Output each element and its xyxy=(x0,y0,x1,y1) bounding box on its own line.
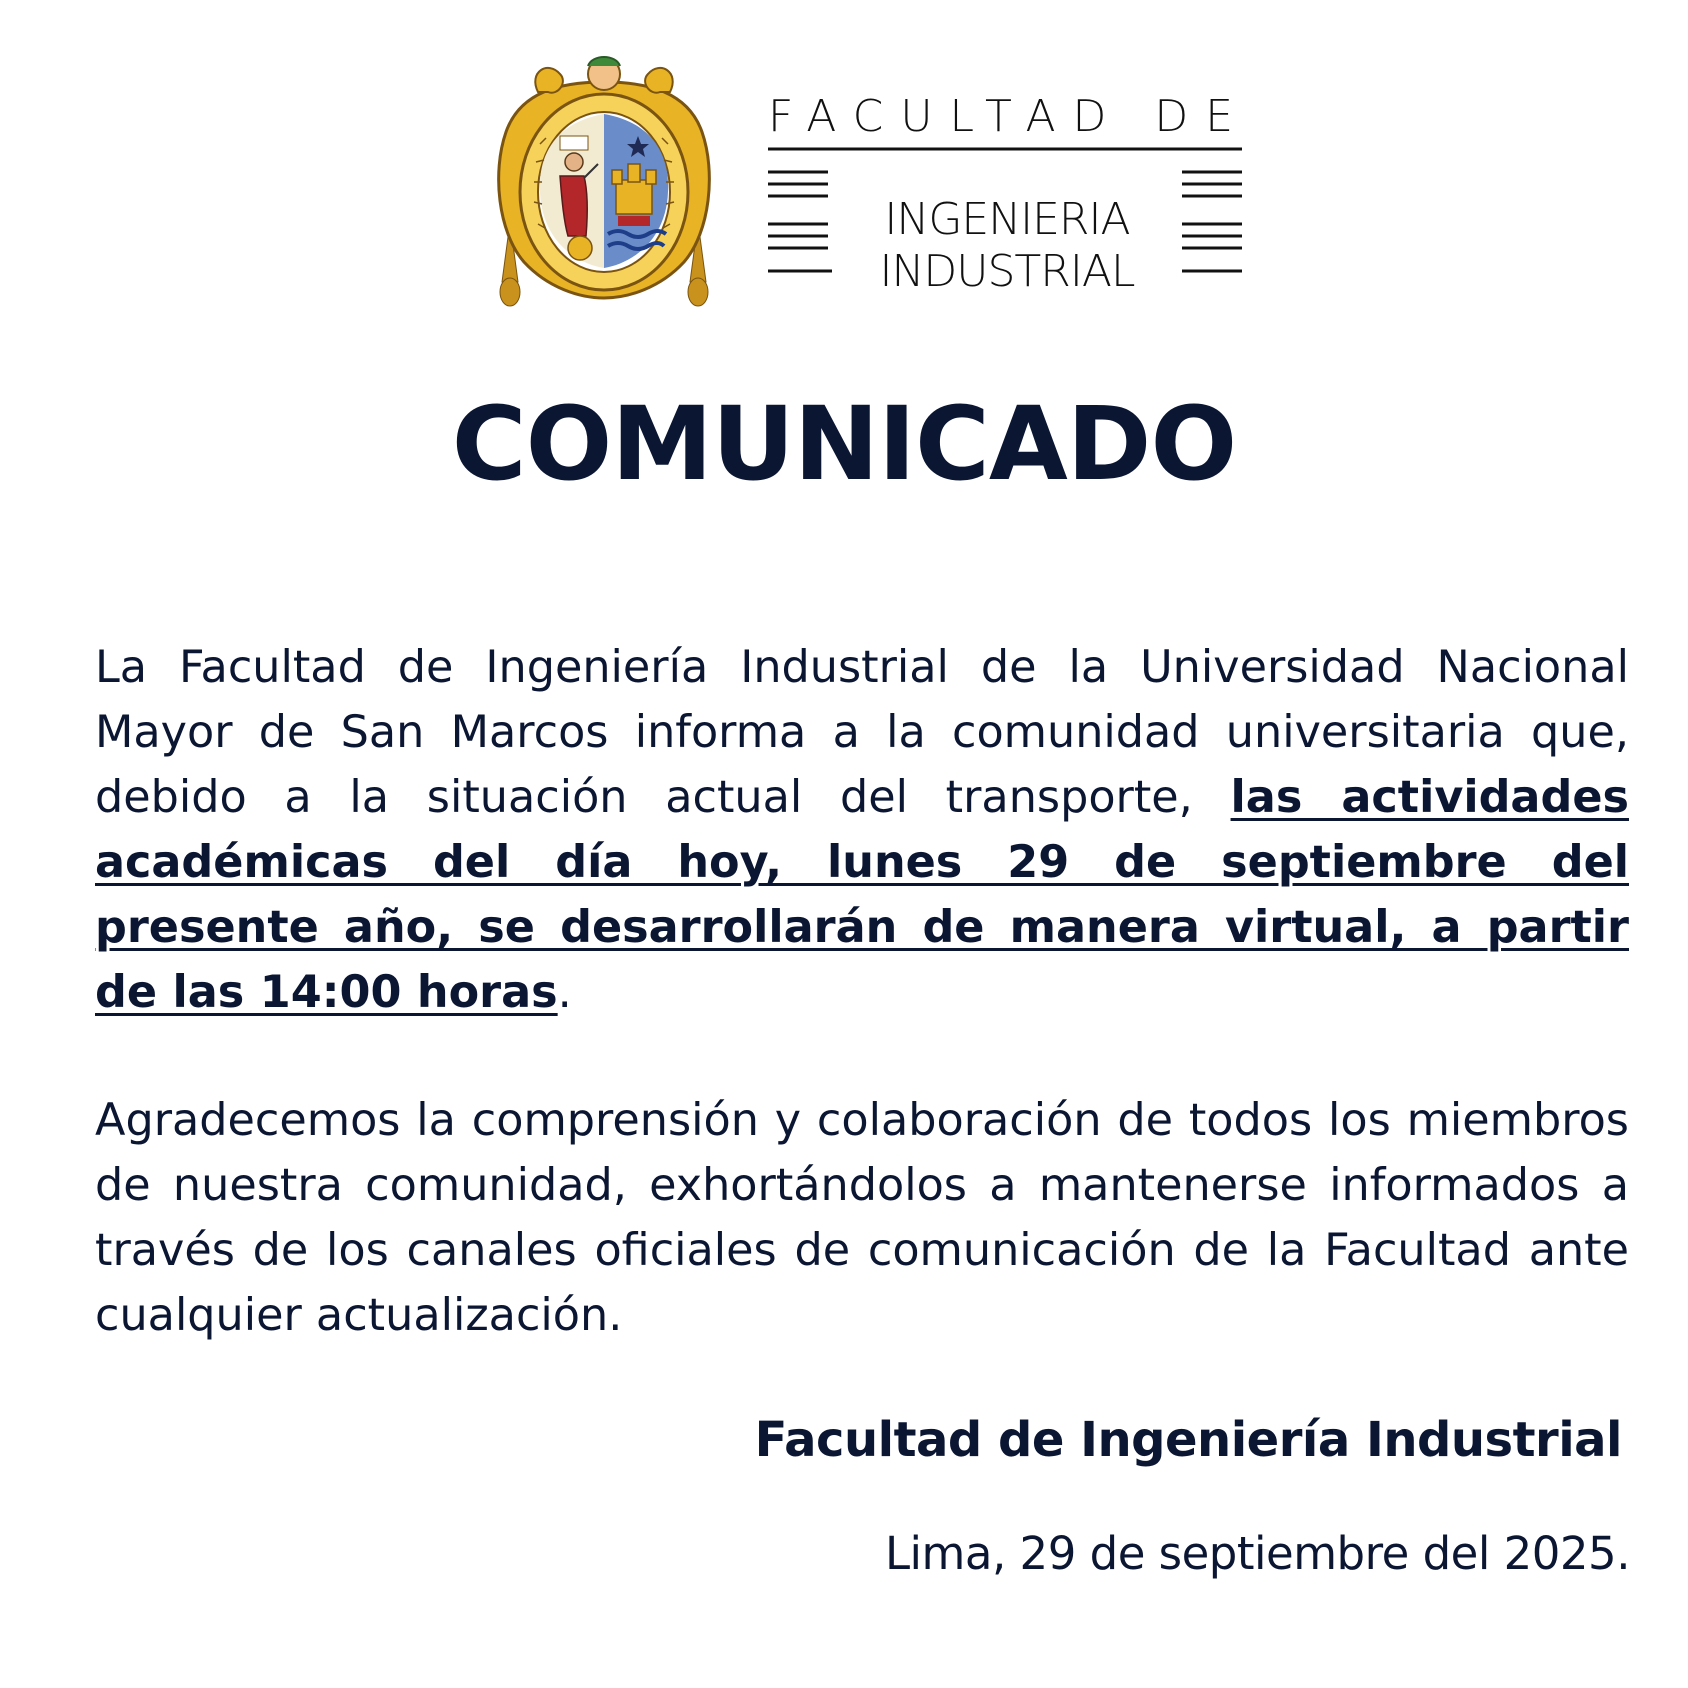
signature: Facultad de Ingeniería Industrial xyxy=(754,1412,1622,1468)
body-paragraph-2: Agradecemos la comprensión y colaboración de todos los miembros de nuestra comunidad, exhortándolos a mantenerse informados a través de los canales oficiales de comunicación de la Facultad ante cualquier actualización. xyxy=(95,1095,1629,1341)
page-title: COMUNICADO xyxy=(451,385,1237,504)
date-line: Lima, 29 de septiembre del 2025. xyxy=(884,1527,1630,1580)
faculty-logo-line3: INDUSTRIAL xyxy=(832,248,1182,296)
university-crest-icon xyxy=(488,52,720,312)
body-paragraph-1 xyxy=(95,635,1629,1025)
paragraph-1-emphasis: las actividades académicas del día hoy, lunes 29 de septiembre del presente año, se desarrollarán de manera virtual, a partir de las 14:00 horas xyxy=(95,772,1629,1018)
header xyxy=(0,0,1688,340)
paragraph-1-intro: La Facultad de Ingeniería Industrial de la Universidad Nacional Mayor de San Marcos informa a la comunidad universitaria que, debido a la situación actual del transporte, xyxy=(95,642,1629,823)
paragraph-1-end: . xyxy=(557,967,572,1018)
faculty-logo xyxy=(768,91,1251,297)
faculty-logo-line1: FACULTAD DE xyxy=(768,91,1251,142)
faculty-logo-line2: INGENIERIA xyxy=(832,196,1182,244)
